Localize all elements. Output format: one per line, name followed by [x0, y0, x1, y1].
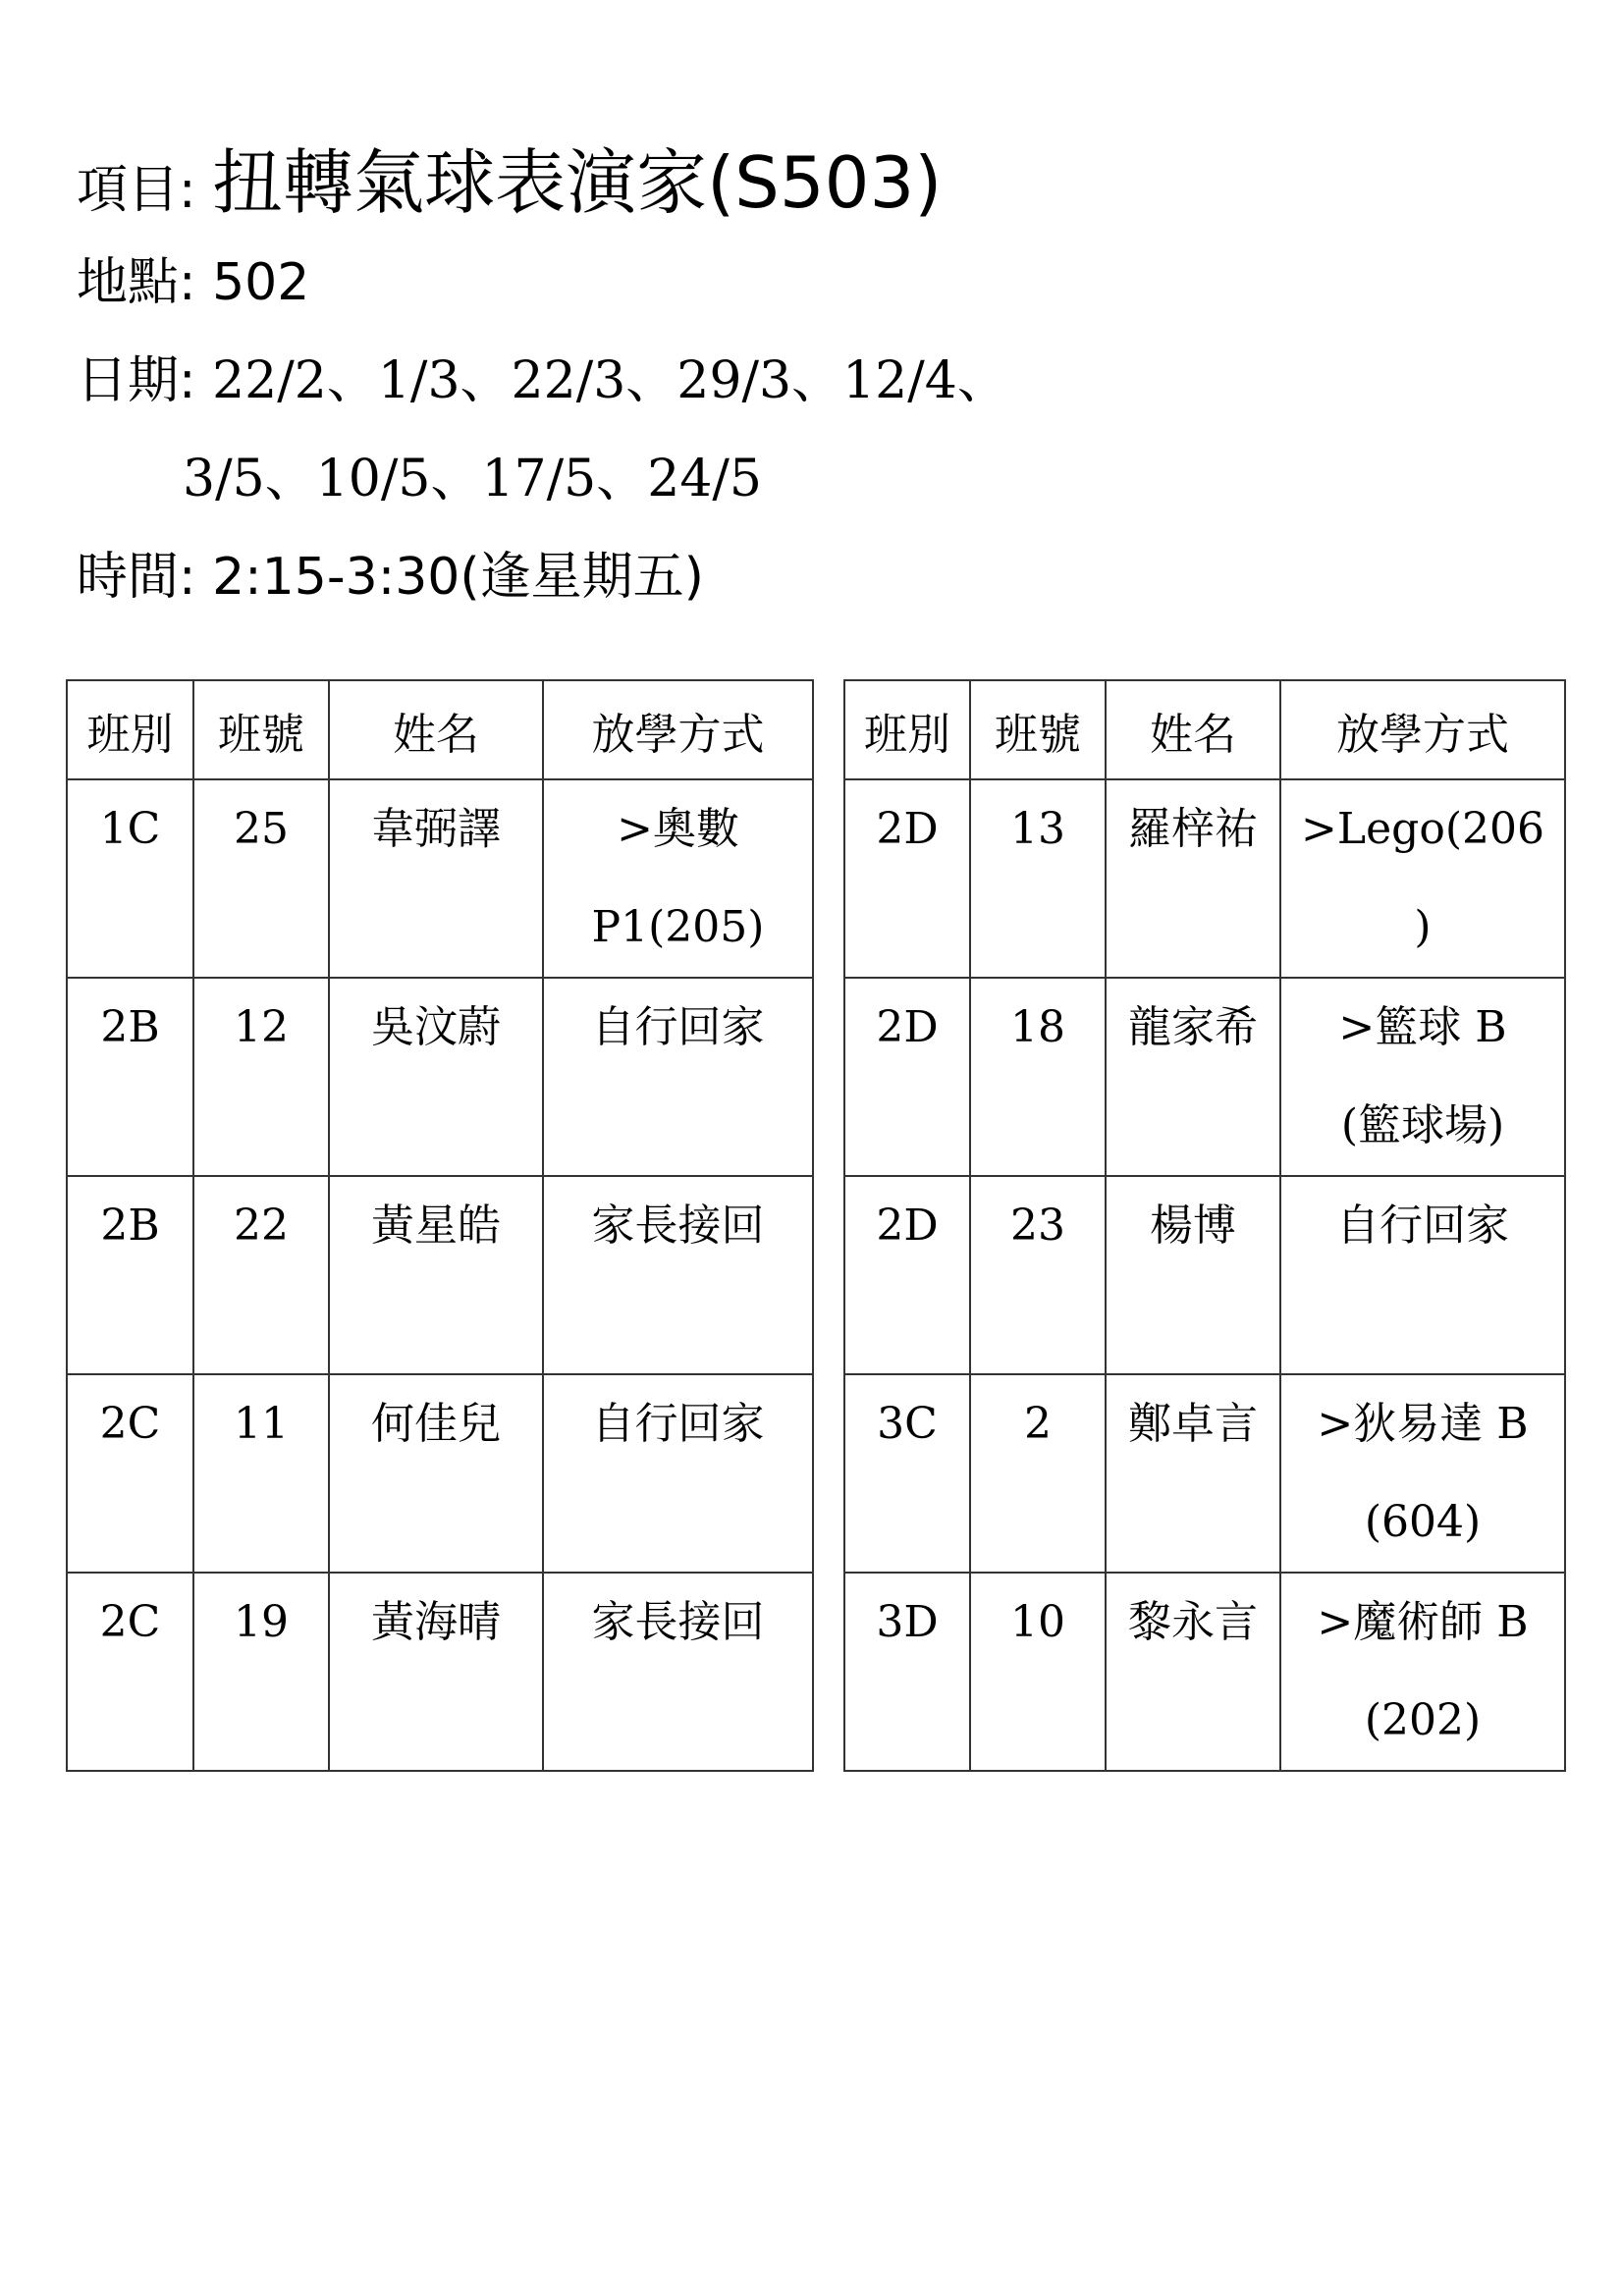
name-cell: 龍家希 — [1106, 978, 1280, 1176]
dismissal-cell — [1280, 1573, 1565, 1771]
header-number: 班號 — [970, 680, 1106, 779]
dismissal-line2: (籃球場) — [1340, 1100, 1505, 1150]
name-cell: 何佳兒 — [329, 1374, 543, 1573]
class-cell: 3D — [844, 1573, 970, 1771]
dismissal-cell — [543, 1176, 813, 1374]
separator: : — [179, 548, 196, 607]
table-row — [844, 779, 1565, 978]
class-cell: 2D — [844, 779, 970, 978]
dismissal-cell — [543, 1374, 813, 1573]
time-value: 2:15-3:30(逢星期五) — [212, 548, 704, 607]
separator: : — [179, 351, 196, 410]
location-line — [77, 253, 310, 312]
header-dismissal: 放學方式 — [1280, 680, 1565, 779]
table-row — [67, 1573, 813, 1771]
table-header-row — [67, 680, 813, 779]
roster-table-right — [843, 679, 1566, 1772]
dismissal-cell — [1280, 1176, 1565, 1374]
dismissal-line2: P1(205) — [591, 902, 765, 952]
class-cell: 2B — [67, 978, 193, 1176]
item-title: 扭轉氣球表演家(S503) — [212, 141, 943, 224]
name-cell: 韋弼譯 — [329, 779, 543, 978]
header-number: 班號 — [193, 680, 329, 779]
location-label: 地點 — [77, 253, 180, 312]
dismissal-line1: 自行回家 — [1336, 1201, 1509, 1251]
dismissal-line2: (202) — [1364, 1695, 1482, 1745]
date-label: 日期 — [77, 351, 180, 410]
name-cell: 吳汶蔚 — [329, 978, 543, 1176]
dismissal-cell — [1280, 1374, 1565, 1573]
dismissal-line1: 家長接回 — [591, 1597, 765, 1647]
class-cell: 3C — [844, 1374, 970, 1573]
dismissal-line1: 家長接回 — [591, 1201, 765, 1251]
dismissal-line1: 自行回家 — [591, 1399, 765, 1449]
number-cell: 12 — [193, 978, 329, 1176]
header-dismissal: 放學方式 — [543, 680, 813, 779]
date-value-line1: 22/2、1/3、22/3、29/3、12/4、 — [212, 351, 1008, 410]
date-value-line2: 3/5、10/5、17/5、24/5 — [183, 450, 763, 508]
header-name: 姓名 — [329, 680, 543, 779]
separator: : — [179, 253, 196, 312]
table-row — [844, 978, 1565, 1176]
class-cell: 2B — [67, 1176, 193, 1374]
table-row — [67, 1176, 813, 1374]
header-name: 姓名 — [1106, 680, 1280, 779]
number-cell: 10 — [970, 1573, 1106, 1771]
date-line-continued — [183, 450, 763, 508]
dismissal-cell — [543, 779, 813, 978]
class-cell: 2D — [844, 978, 970, 1176]
header-class: 班別 — [67, 680, 193, 779]
dismissal-cell — [1280, 779, 1565, 978]
dismissal-line1: >籃球 B — [1338, 1002, 1507, 1052]
name-cell: 鄭卓言 — [1106, 1374, 1280, 1573]
table-row — [67, 978, 813, 1176]
number-cell: 11 — [193, 1374, 329, 1573]
dismissal-cell — [543, 1573, 813, 1771]
number-cell: 19 — [193, 1573, 329, 1771]
table-header-row — [844, 680, 1565, 779]
header-class: 班別 — [844, 680, 970, 779]
table-row — [67, 1374, 813, 1573]
class-cell: 2C — [67, 1374, 193, 1573]
separator: : — [179, 161, 196, 220]
item-line — [77, 141, 943, 224]
roster-table-left — [66, 679, 814, 1772]
dismissal-line1: >狄易達 B — [1317, 1399, 1529, 1449]
dismissal-line2: ) — [1414, 902, 1432, 952]
dismissal-cell — [543, 978, 813, 1176]
number-cell: 23 — [970, 1176, 1106, 1374]
dismissal-cell — [1280, 978, 1565, 1176]
number-cell: 2 — [970, 1374, 1106, 1573]
location-value: 502 — [212, 253, 310, 312]
dismissal-line1: >Lego(206 — [1301, 804, 1544, 854]
name-cell: 楊博 — [1106, 1176, 1280, 1374]
class-cell: 2C — [67, 1573, 193, 1771]
dismissal-line1: >魔術師 B — [1317, 1597, 1529, 1647]
class-cell: 2D — [844, 1176, 970, 1374]
number-cell: 22 — [193, 1176, 329, 1374]
dismissal-line1: 自行回家 — [591, 1002, 765, 1052]
time-label: 時間 — [77, 548, 180, 607]
name-cell: 黃海晴 — [329, 1573, 543, 1771]
number-cell: 18 — [970, 978, 1106, 1176]
class-cell: 1C — [67, 779, 193, 978]
dismissal-line2: (604) — [1364, 1497, 1482, 1547]
table-row — [844, 1573, 1565, 1771]
table-row — [67, 779, 813, 978]
number-cell: 13 — [970, 779, 1106, 978]
item-label: 項目 — [77, 161, 180, 220]
dismissal-line1: >奧數 — [617, 804, 739, 854]
name-cell: 黃星皓 — [329, 1176, 543, 1374]
table-row — [844, 1176, 1565, 1374]
name-cell: 羅梓祐 — [1106, 779, 1280, 978]
number-cell: 25 — [193, 779, 329, 978]
date-line — [77, 351, 1008, 410]
name-cell: 黎永言 — [1106, 1573, 1280, 1771]
table-row — [844, 1374, 1565, 1573]
time-line — [77, 548, 704, 607]
